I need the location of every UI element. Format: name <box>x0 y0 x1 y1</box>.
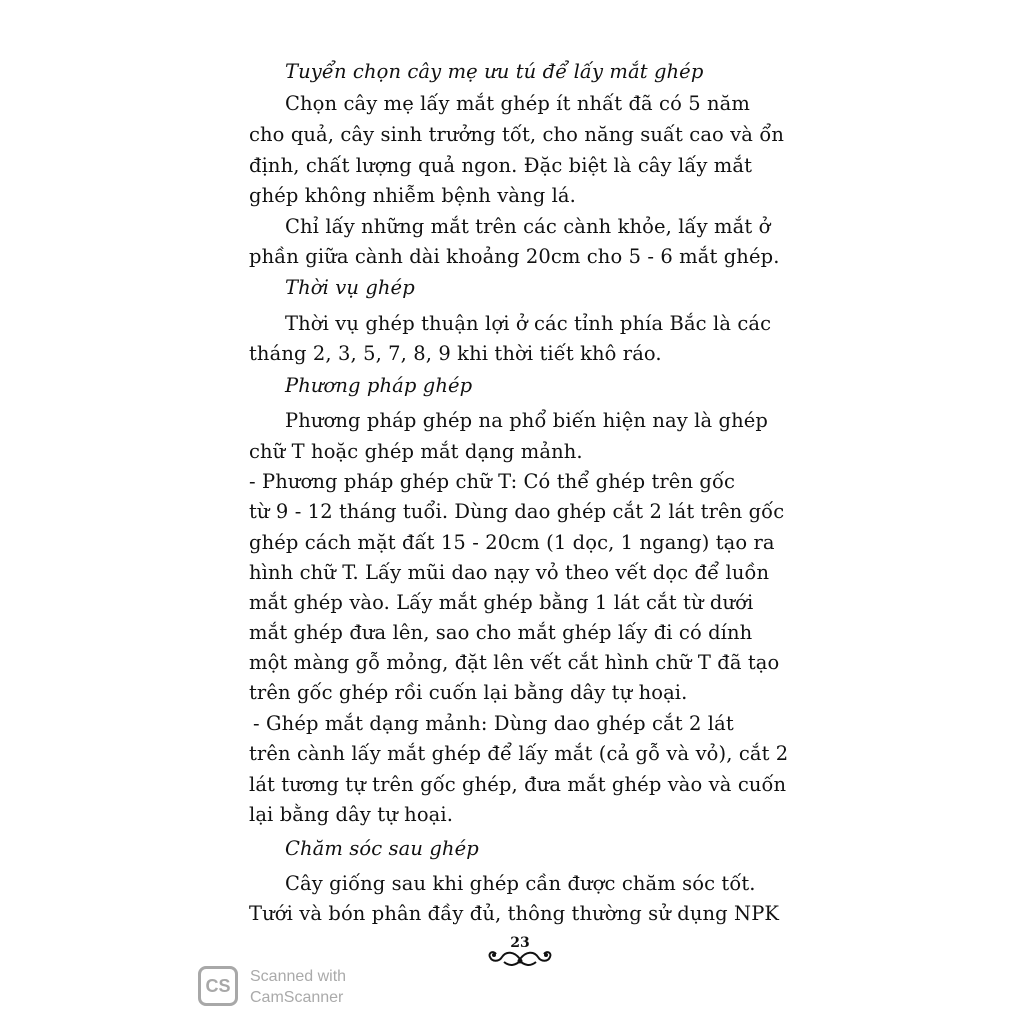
paragraph-line: lại bằng dây tự hoại. <box>249 803 454 826</box>
page-text-column <box>233 0 793 1024</box>
camscanner-logo-label: CS <box>205 976 231 996</box>
camscanner-text: CamScanner <box>250 989 344 1006</box>
paragraph-line: ghép cách mặt đất 15 - 20cm (1 dọc, 1 ngang) tạo ra <box>249 531 775 554</box>
paragraph-line: Chọn cây mẹ lấy mắt ghép ít nhất đã có 5 năm <box>285 92 751 115</box>
page-number-ornament <box>484 935 556 969</box>
paragraph-line: - Ghép mắt dạng mảnh: Dùng dao ghép cắt 2 lát <box>253 712 734 735</box>
paragraph-line: Phương pháp ghép na phổ biến hiện nay là ghép <box>285 409 768 432</box>
camscanner-logo-icon <box>198 966 238 1006</box>
paragraph-line: lát tương tự trên gốc ghép, đưa mắt ghép vào và cuốn <box>249 773 787 796</box>
paragraph-line: phần giữa cành dài khoảng 20cm cho 5 - 6 mắt ghép. <box>249 245 780 268</box>
paragraph-line: hình chữ T. Lấy mũi dao nạy vỏ theo vết dọc để luồn <box>249 561 770 584</box>
paragraph-line: một màng gỗ mỏng, đặt lên vết cắt hình chữ T đã tạo <box>249 651 780 674</box>
page-number: 23 <box>510 935 530 951</box>
scanned-with-text: Scanned with <box>250 968 347 985</box>
paragraph-line: - Phương pháp ghép chữ T: Có thể ghép trên gốc <box>249 470 736 493</box>
paragraph-line: trên cành lấy mắt ghép để lấy mắt (cả gỗ và vỏ), cắt 2 <box>249 742 789 765</box>
paragraph-line: Cây giống sau khi ghép cần được chăm sóc tốt. <box>285 872 756 895</box>
paragraph-line: trên gốc ghép rồi cuốn lại bằng dây tự hoại. <box>249 681 688 704</box>
paragraph-line: Tưới và bón phân đầy đủ, thông thường sử dụng NPK <box>249 902 780 925</box>
camscanner-watermark <box>198 966 398 1014</box>
paragraph-line: Chỉ lấy những mắt trên các cành khỏe, lấy mắt ở <box>285 215 771 238</box>
paragraph-line: chữ T hoặc ghép mắt dạng mảnh. <box>249 440 583 463</box>
paragraph-line: từ 9 - 12 tháng tuổi. Dùng dao ghép cắt 2 lát trên gốc <box>249 500 785 523</box>
section-heading-grafting-season: Thời vụ ghép <box>285 276 415 299</box>
section-heading-grafting-method: Phương pháp ghép <box>285 374 473 397</box>
paragraph-line: cho quả, cây sinh trưởng tốt, cho năng suất cao và ổn <box>249 123 785 146</box>
paragraph-line: mắt ghép vào. Lấy mắt ghép bằng 1 lát cắt từ dưới <box>249 591 754 614</box>
paragraph-line: Thời vụ ghép thuận lợi ở các tỉnh phía Bắc là các <box>285 312 772 335</box>
paragraph-line: định, chất lượng quả ngon. Đặc biệt là cây lấy mắt <box>249 154 753 177</box>
paragraph-line: ghép không nhiễm bệnh vàng lá. <box>249 184 576 207</box>
paragraph-line: mắt ghép đưa lên, sao cho mắt ghép lấy đi có dính <box>249 621 753 644</box>
section-heading-post-graft-care: Chăm sóc sau ghép <box>285 837 479 860</box>
paragraph-line: tháng 2, 3, 5, 7, 8, 9 khi thời tiết khô ráo. <box>249 342 662 365</box>
section-heading-select-mother-tree: Tuyển chọn cây mẹ ưu tú để lấy mắt ghép <box>285 60 704 83</box>
flourish-ornament-icon <box>484 945 556 969</box>
